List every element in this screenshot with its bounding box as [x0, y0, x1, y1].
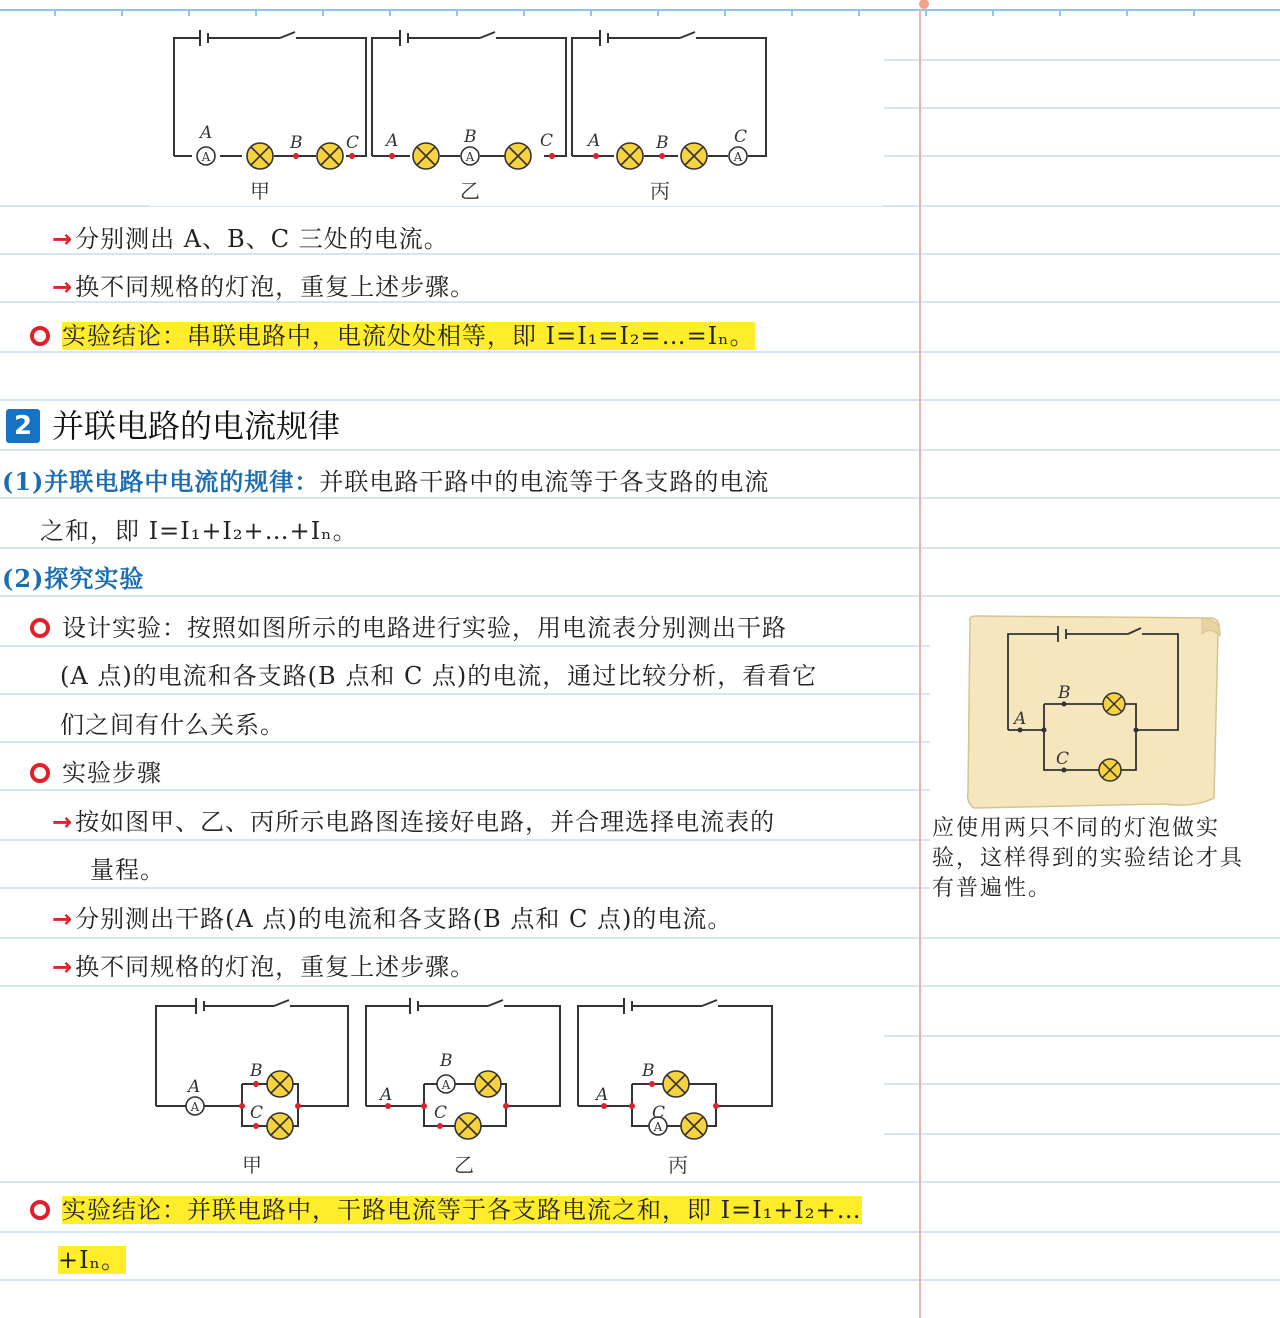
steps-heading: 实验步骤: [30, 758, 162, 788]
series-step-1: →分别测出 A、B、C 三处的电流。: [52, 225, 449, 253]
svg-text:B: B: [1058, 683, 1071, 703]
lamp-icon: [1103, 693, 1125, 715]
parallel-rule: (1)并联电路中电流的规律：并联电路干路中的电流等于各支路的电流: [2, 467, 770, 496]
ammeter-icon: [437, 1075, 455, 1093]
arrow-icon: →: [52, 273, 74, 301]
bullet-icon: [30, 618, 50, 638]
design-experiment: 设计实验：按照如图所示的电路进行实验，用电流表分别测出干路: [30, 613, 787, 643]
rule-label: (1)并联电路中电流的规律：: [2, 467, 320, 496]
bullet-icon: [30, 1200, 50, 1220]
figure-label: 甲: [250, 179, 270, 203]
svg-text:A: A: [588, 131, 601, 151]
parallel-circuits-figure: [148, 992, 788, 1182]
side-note-figure: [964, 612, 1226, 812]
arrow-icon: →: [52, 953, 74, 981]
section-title: 并联电路的电流规律: [52, 407, 341, 445]
section-number: 2: [6, 409, 40, 443]
parallel-step-3: →换不同规格的灯泡，重复上述步骤。: [52, 953, 476, 981]
svg-text:C: C: [540, 131, 554, 151]
lamp-icon: [455, 1113, 481, 1139]
figure-label: 甲: [242, 1153, 262, 1177]
svg-text:B: B: [464, 127, 477, 147]
figure-label: 乙: [454, 1153, 474, 1177]
svg-text:B: B: [440, 1051, 453, 1071]
series-conclusion: 实验结论：串联电路中，电流处处相等，即 I=I₁=I₂=…=Iₙ。: [30, 321, 755, 351]
svg-text:A: A: [653, 1120, 663, 1134]
lamp-icon: [317, 143, 343, 169]
ammeter-icon: [186, 1097, 204, 1115]
design-line-2: (A 点)的电流和各支路(B 点和 C 点)的电流，通过比较分析，看看它: [60, 662, 818, 690]
section-heading: [6, 406, 340, 446]
svg-text:A: A: [190, 1100, 200, 1114]
experiment-heading: (2)探究实验: [2, 564, 145, 593]
svg-text:C: C: [346, 133, 360, 153]
lamp-icon: [267, 1071, 293, 1097]
svg-text:A: A: [441, 1078, 451, 1092]
lamp-icon: [617, 143, 643, 169]
svg-text:B: B: [656, 133, 669, 153]
svg-text:B: B: [642, 1061, 655, 1081]
figure-label: 丙: [650, 179, 670, 203]
arrow-icon: →: [52, 905, 74, 933]
svg-text:B: B: [290, 133, 303, 153]
figure-label: 丙: [668, 1153, 688, 1177]
series-components: [150, 20, 890, 210]
lamp-icon: [247, 143, 273, 169]
svg-text:C: C: [652, 1103, 666, 1123]
lamp-icon: [663, 1071, 689, 1097]
parallel-conclusion: 实验结论：并联电路中，干路电流等于各支路电流之和，即 I=I₁+I₂+…: [30, 1195, 862, 1225]
parallel-conclusion-line2: +Iₙ。: [58, 1246, 126, 1274]
svg-text:A: A: [380, 1085, 393, 1105]
parallel-rule-line2: 之和，即 I=I₁+I₂+…+Iₙ。: [40, 517, 358, 545]
parallel-step-2: →分别测出干路(A 点)的电流和各支路(B 点和 C 点)的电流。: [52, 905, 733, 933]
parallel-step-1-line2: 量程。: [90, 856, 165, 884]
lamp-icon: [505, 143, 531, 169]
bullet-icon: [30, 763, 50, 783]
svg-text:A: A: [200, 123, 213, 143]
svg-text:C: C: [1056, 749, 1070, 769]
svg-text:B: B: [250, 1061, 263, 1081]
lamp-icon: [413, 143, 439, 169]
svg-text:A: A: [386, 131, 399, 151]
svg-text:A: A: [188, 1077, 201, 1097]
svg-text:A: A: [201, 150, 211, 164]
svg-text:A: A: [596, 1085, 609, 1105]
parallel-step-1: →按如图甲、乙、丙所示电路图连接好电路，并合理选择电流表的: [52, 808, 776, 836]
ammeter-icon: [461, 147, 479, 165]
ammeter-icon: [729, 147, 747, 165]
ammeter-icon: [197, 147, 215, 165]
lamp-icon: [1099, 759, 1121, 781]
lamp-icon: [267, 1113, 293, 1139]
svg-text:A: A: [733, 150, 743, 164]
side-note-text: 应使用两只不同的灯泡做实验，这样得到的实验结论才具有普遍性。: [932, 816, 1245, 901]
lamp-icon: [475, 1071, 501, 1097]
svg-text:C: C: [250, 1103, 264, 1123]
design-line-3: 们之间有什么关系。: [60, 711, 285, 739]
lamp-icon: [681, 143, 707, 169]
svg-text:A: A: [1014, 709, 1027, 729]
svg-text:A: A: [465, 150, 475, 164]
arrow-icon: →: [52, 225, 74, 253]
arrow-icon: →: [52, 808, 74, 836]
svg-text:C: C: [434, 1103, 448, 1123]
lamp-icon: [681, 1113, 707, 1139]
svg-text:C: C: [734, 127, 748, 147]
bullet-icon: [30, 326, 50, 346]
series-step-2: →换不同规格的灯泡，重复上述步骤。: [52, 273, 476, 301]
figure-label: 乙: [460, 179, 480, 203]
